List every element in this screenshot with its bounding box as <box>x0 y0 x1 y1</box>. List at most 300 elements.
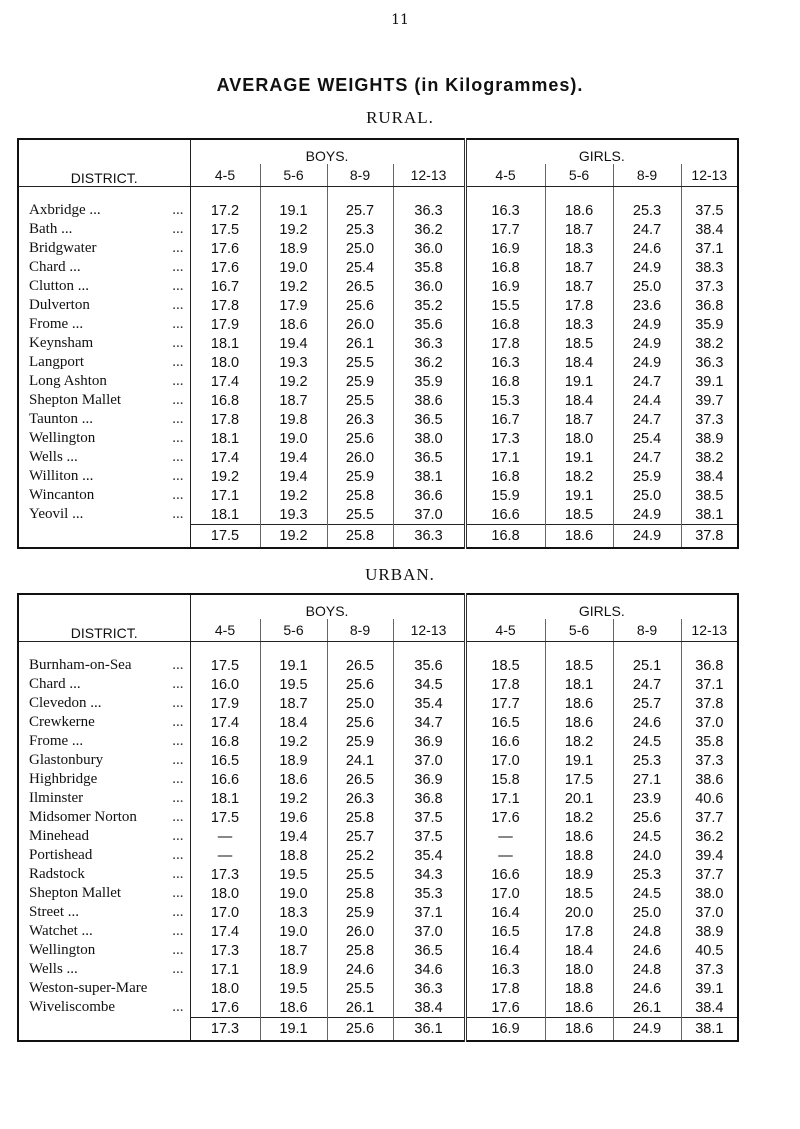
weight-value: 16.8 <box>465 372 545 391</box>
weight-value: 34.5 <box>393 675 465 694</box>
average-value: 16.8 <box>465 525 545 549</box>
table-row <box>18 922 738 941</box>
district-name: Clutton ... ... <box>18 277 190 296</box>
weight-value: 18.9 <box>260 751 327 770</box>
weight-value: 37.0 <box>393 922 465 941</box>
weight-value: 24.6 <box>327 960 393 979</box>
table-row <box>18 315 738 334</box>
weight-value: 37.3 <box>681 960 738 979</box>
weight-value: 19.6 <box>260 808 327 827</box>
average-value: 37.8 <box>681 525 738 549</box>
weight-value: 36.9 <box>393 770 465 789</box>
weight-value: 25.7 <box>327 201 393 220</box>
weight-value: 37.7 <box>681 865 738 884</box>
weight-value: 18.0 <box>545 960 613 979</box>
weight-value: 16.3 <box>465 353 545 372</box>
table-row <box>18 789 738 808</box>
weight-value: 25.6 <box>613 808 681 827</box>
weight-value: 19.4 <box>260 467 327 486</box>
weight-value: 38.4 <box>681 220 738 239</box>
weight-value: 25.9 <box>327 903 393 922</box>
weight-value: 19.0 <box>260 922 327 941</box>
weight-value: 24.9 <box>613 353 681 372</box>
weight-value: 17.9 <box>260 296 327 315</box>
weight-value: 18.7 <box>260 694 327 713</box>
district-name: Yeovil ... ... <box>18 505 190 525</box>
weight-value: 16.5 <box>465 713 545 732</box>
weight-value: 17.8 <box>210 411 240 428</box>
district-name: Highbridge ... <box>18 770 190 789</box>
weight-value: 17.1 <box>465 789 545 808</box>
weight-value: 25.9 <box>327 732 393 751</box>
weight-value: 38.1 <box>681 505 738 525</box>
weight-value: 16.0 <box>210 676 240 693</box>
table-row <box>18 296 738 315</box>
weight-value: 36.5 <box>393 448 465 467</box>
weight-value: 16.3 <box>465 201 545 220</box>
weight-value: 18.0 <box>210 980 240 997</box>
weight-value: 18.6 <box>545 201 613 220</box>
weight-value: 35.4 <box>393 694 465 713</box>
district-name: Crewkerne ... <box>18 713 190 732</box>
weight-value: 18.1 <box>545 675 613 694</box>
district-name: Clevedon ... ... <box>18 694 190 713</box>
weight-value: 19.1 <box>545 448 613 467</box>
weight-value: 35.6 <box>393 315 465 334</box>
table-row <box>18 277 738 296</box>
weight-value: 16.8 <box>465 258 545 277</box>
weight-value: 18.6 <box>545 998 613 1018</box>
weight-value: 16.6 <box>210 771 240 788</box>
weight-value: 24.7 <box>613 675 681 694</box>
weight-value: 25.5 <box>327 979 393 998</box>
age-column-header: 5-6 <box>260 619 327 642</box>
weight-value: 17.6 <box>465 808 545 827</box>
average-value: 17.5 <box>190 525 260 549</box>
district-name: Shepton Mallet ... <box>18 884 190 903</box>
table-row <box>18 467 738 486</box>
weight-value: 38.6 <box>681 770 738 789</box>
average-value: 16.9 <box>465 1018 545 1042</box>
weight-value: 25.0 <box>613 277 681 296</box>
age-column-header: 12-13 <box>393 619 465 642</box>
district-name: Shepton Mallet ... <box>18 391 190 410</box>
district-name: Dulverton ... <box>18 296 190 315</box>
rural-weights-table <box>17 138 739 549</box>
weight-value: 38.4 <box>681 467 738 486</box>
table-row <box>18 391 738 410</box>
average-value: 25.8 <box>327 525 393 549</box>
weight-value: 17.1 <box>210 487 240 504</box>
district-name: Wincanton ... <box>18 486 190 505</box>
weight-value: 25.6 <box>327 713 393 732</box>
age-column-header: 4-5 <box>465 164 545 187</box>
average-value: 19.2 <box>260 525 327 549</box>
weight-value: 25.4 <box>613 429 681 448</box>
weight-value: 26.5 <box>327 277 393 296</box>
weight-value: 26.1 <box>327 334 393 353</box>
district-name: Street ... ... <box>18 903 190 922</box>
weight-value: 16.9 <box>465 239 545 258</box>
weight-value: 38.4 <box>681 998 738 1018</box>
weight-value: 38.4 <box>393 998 465 1018</box>
age-column-header: 8-9 <box>613 164 681 187</box>
weight-value: 37.5 <box>393 827 465 846</box>
district-name: Portishead ... <box>18 846 190 865</box>
weight-value: 37.7 <box>681 808 738 827</box>
weight-value: 25.3 <box>613 751 681 770</box>
age-column-header: 5-6 <box>545 164 613 187</box>
age-column-header: 8-9 <box>327 164 393 187</box>
weight-value: 18.4 <box>545 391 613 410</box>
table-row <box>18 239 738 258</box>
weight-value: 18.1 <box>210 335 240 352</box>
weight-value: 25.8 <box>327 884 393 903</box>
weight-value: 36.8 <box>393 789 465 808</box>
weight-value: 19.4 <box>260 448 327 467</box>
weight-value: 24.6 <box>613 941 681 960</box>
weight-value: 18.2 <box>545 732 613 751</box>
weight-value: 25.8 <box>327 808 393 827</box>
weight-value: 19.1 <box>260 201 327 220</box>
weight-value: 25.6 <box>327 296 393 315</box>
weight-value: 25.0 <box>327 694 393 713</box>
weight-value: 24.7 <box>613 220 681 239</box>
weight-value: 38.5 <box>681 486 738 505</box>
district-name: Burnham-on-Sea ... <box>18 656 190 675</box>
weight-value: 16.8 <box>465 467 545 486</box>
age-column-header: 12-13 <box>681 619 738 642</box>
weight-value: 25.8 <box>327 941 393 960</box>
weight-value: 16.3 <box>465 960 545 979</box>
weight-value: 38.2 <box>681 334 738 353</box>
district-name: Chard ... ... <box>18 675 190 694</box>
weight-value: 24.9 <box>613 258 681 277</box>
weight-value: 18.6 <box>260 770 327 789</box>
weight-value: 36.8 <box>681 656 738 675</box>
age-column-header: 12-13 <box>681 164 738 187</box>
weight-value: 18.4 <box>545 941 613 960</box>
weight-value: 19.2 <box>260 372 327 391</box>
weight-value: — <box>465 846 545 865</box>
weight-value: — <box>465 827 545 846</box>
weight-value: 19.0 <box>260 884 327 903</box>
weight-value: 18.0 <box>210 885 240 902</box>
average-value: 18.6 <box>545 1018 613 1042</box>
average-value: 18.6 <box>545 525 613 549</box>
weight-value: 17.1 <box>210 961 240 978</box>
weight-value: 23.6 <box>613 296 681 315</box>
table-row <box>18 429 738 448</box>
weight-value: 35.6 <box>393 656 465 675</box>
table-row <box>18 220 738 239</box>
weight-value: 36.0 <box>393 239 465 258</box>
weight-value: 17.8 <box>210 297 240 314</box>
district-name: Minehead ... <box>18 827 190 846</box>
district-name: Wiveliscombe ... <box>18 998 190 1018</box>
weight-value: 18.3 <box>545 315 613 334</box>
table-row <box>18 505 738 525</box>
weight-value: 19.4 <box>260 334 327 353</box>
urban-weights-table <box>17 593 739 1042</box>
weight-value: 38.9 <box>681 429 738 448</box>
weight-value: 37.5 <box>681 201 738 220</box>
weight-value: 37.5 <box>393 808 465 827</box>
table-row <box>18 827 738 846</box>
weight-value: 17.5 <box>210 657 240 674</box>
weight-value: — <box>217 847 233 864</box>
average-value: 38.1 <box>681 1018 738 1042</box>
weight-value: 19.5 <box>260 675 327 694</box>
weight-value: 16.7 <box>465 410 545 429</box>
weight-value: 25.0 <box>327 239 393 258</box>
weight-value: 36.2 <box>393 220 465 239</box>
weight-value: 15.5 <box>465 296 545 315</box>
weight-value: 35.9 <box>681 315 738 334</box>
weight-value: 36.8 <box>681 296 738 315</box>
weight-value: 25.9 <box>327 467 393 486</box>
district-name: Wells ... ... <box>18 448 190 467</box>
weight-value: 25.5 <box>327 353 393 372</box>
weight-value: 18.0 <box>545 429 613 448</box>
weight-value: 19.2 <box>260 277 327 296</box>
district-name: Bath ... ... <box>18 220 190 239</box>
weight-value: 15.3 <box>465 391 545 410</box>
weight-value: 36.9 <box>393 732 465 751</box>
weight-value: 36.3 <box>393 201 465 220</box>
age-column-header: 8-9 <box>327 619 393 642</box>
weight-value: 38.2 <box>681 448 738 467</box>
weight-value: 24.0 <box>613 846 681 865</box>
weight-value: 25.1 <box>613 656 681 675</box>
average-value: 24.9 <box>613 525 681 549</box>
weight-value: 18.7 <box>260 941 327 960</box>
weight-value: 37.0 <box>393 751 465 770</box>
weight-value: 38.1 <box>393 467 465 486</box>
weight-value: 16.5 <box>465 922 545 941</box>
district-name: Radstock ... <box>18 865 190 884</box>
weight-value: 37.8 <box>681 694 738 713</box>
weight-value: 17.0 <box>465 751 545 770</box>
weight-value: 39.1 <box>681 372 738 391</box>
weight-value: 16.6 <box>465 505 545 525</box>
weight-value: 25.3 <box>613 201 681 220</box>
weight-value: 24.7 <box>613 372 681 391</box>
weight-value: 24.9 <box>613 315 681 334</box>
table-row <box>18 258 738 277</box>
weight-value: 37.3 <box>681 410 738 429</box>
district-name: Wells ... ... <box>18 960 190 979</box>
weight-value: 18.1 <box>210 790 240 807</box>
table-row <box>18 751 738 770</box>
weight-value: 17.4 <box>210 373 240 390</box>
district-column-header: DISTRICT. <box>18 139 190 187</box>
weight-value: 17.4 <box>210 923 240 940</box>
weight-value: 24.9 <box>613 505 681 525</box>
weight-value: 19.2 <box>260 732 327 751</box>
age-column-header: 5-6 <box>260 164 327 187</box>
weight-value: 18.4 <box>545 353 613 372</box>
district-name: Bridgwater ... <box>18 239 190 258</box>
district-name: Axbridge ... ... <box>18 201 190 220</box>
weight-value: 18.8 <box>545 846 613 865</box>
weight-value: 19.0 <box>260 258 327 277</box>
weight-value: 35.9 <box>393 372 465 391</box>
weight-value: 18.6 <box>260 315 327 334</box>
weight-value: 18.5 <box>465 656 545 675</box>
weight-value: 19.0 <box>260 429 327 448</box>
weight-value: 18.5 <box>545 884 613 903</box>
weight-value: 18.9 <box>545 865 613 884</box>
table-row <box>18 694 738 713</box>
weight-value: 17.3 <box>465 429 545 448</box>
weight-value: 38.3 <box>681 258 738 277</box>
weight-value: 18.7 <box>545 277 613 296</box>
weight-value: 18.9 <box>260 960 327 979</box>
weight-value: 25.3 <box>613 865 681 884</box>
weight-value: 18.6 <box>545 713 613 732</box>
weight-value: 19.1 <box>545 751 613 770</box>
weight-value: 17.4 <box>210 449 240 466</box>
weight-value: 18.7 <box>260 391 327 410</box>
weight-value: 17.6 <box>210 999 240 1016</box>
weight-value: 16.8 <box>210 733 240 750</box>
weight-value: 36.3 <box>393 334 465 353</box>
weight-value: 26.1 <box>613 998 681 1018</box>
weight-value: 19.8 <box>260 410 327 429</box>
weight-value: 19.1 <box>545 372 613 391</box>
weight-value: 40.6 <box>681 789 738 808</box>
age-column-header: 4-5 <box>190 164 260 187</box>
weight-value: 35.3 <box>393 884 465 903</box>
weight-value: 24.7 <box>613 448 681 467</box>
weight-value: 24.9 <box>613 334 681 353</box>
weight-value: 17.1 <box>465 448 545 467</box>
girls-group-header: GIRLS. <box>465 139 738 164</box>
average-row <box>18 525 738 549</box>
average-value: 36.1 <box>393 1018 465 1042</box>
weight-value: 17.9 <box>210 316 240 333</box>
weight-value: 36.0 <box>393 277 465 296</box>
weight-value: 18.1 <box>210 506 240 523</box>
district-name: Frome ... ... <box>18 315 190 334</box>
weight-value: 18.5 <box>545 334 613 353</box>
weight-value: 17.9 <box>210 695 240 712</box>
weight-value: 19.3 <box>260 353 327 372</box>
weight-value: 18.7 <box>545 220 613 239</box>
table-row <box>18 732 738 751</box>
weight-value: 24.5 <box>613 732 681 751</box>
weight-value: 18.2 <box>545 467 613 486</box>
weight-value: 34.7 <box>393 713 465 732</box>
age-column-header: 12-13 <box>393 164 465 187</box>
weight-value: 37.0 <box>681 903 738 922</box>
weight-value: 25.0 <box>613 903 681 922</box>
weight-value: 24.7 <box>613 410 681 429</box>
weight-value: 17.8 <box>465 675 545 694</box>
weight-value: 17.6 <box>210 259 240 276</box>
table-row <box>18 656 738 675</box>
weight-value: 36.5 <box>393 941 465 960</box>
urban-heading: URBAN. <box>365 565 435 584</box>
weight-value: 18.2 <box>545 808 613 827</box>
weight-value: 19.1 <box>545 486 613 505</box>
district-name: Glastonbury ... <box>18 751 190 770</box>
weight-value: 37.0 <box>681 713 738 732</box>
district-name: Long Ashton ... <box>18 372 190 391</box>
weight-value: 25.6 <box>327 675 393 694</box>
weight-value: 25.6 <box>327 429 393 448</box>
table-row <box>18 903 738 922</box>
weight-value: 17.6 <box>465 998 545 1018</box>
table-row <box>18 884 738 903</box>
weight-value: 36.2 <box>393 353 465 372</box>
table-row <box>18 713 738 732</box>
weight-value: 17.5 <box>210 221 240 238</box>
weight-value: 17.8 <box>465 334 545 353</box>
weight-value: 35.2 <box>393 296 465 315</box>
table-row <box>18 865 738 884</box>
weight-value: 36.6 <box>393 486 465 505</box>
weight-value: 17.3 <box>210 866 240 883</box>
weight-value: 16.6 <box>465 732 545 751</box>
age-column-header: 5-6 <box>545 619 613 642</box>
weight-value: 26.0 <box>327 448 393 467</box>
weight-value: 17.6 <box>210 240 240 257</box>
weight-value: 17.8 <box>545 922 613 941</box>
district-name: Weston-super-Mare <box>18 979 190 998</box>
table-row <box>18 998 738 1018</box>
weight-value: 20.0 <box>545 903 613 922</box>
weight-value: 35.8 <box>681 732 738 751</box>
weight-value: 18.3 <box>545 239 613 258</box>
weight-value: 18.6 <box>545 827 613 846</box>
weight-value: 36.5 <box>393 410 465 429</box>
age-column-header: 4-5 <box>190 619 260 642</box>
table-row <box>18 334 738 353</box>
table-row <box>18 372 738 391</box>
table-row <box>18 846 738 865</box>
weight-value: 25.7 <box>613 694 681 713</box>
weight-value: 37.1 <box>393 903 465 922</box>
weight-value: 18.3 <box>260 903 327 922</box>
table-row <box>18 201 738 220</box>
district-name: Ilminster ... <box>18 789 190 808</box>
weight-value: 38.6 <box>393 391 465 410</box>
weight-value: 24.5 <box>613 884 681 903</box>
weight-value: 25.2 <box>327 846 393 865</box>
weight-value: 26.0 <box>327 922 393 941</box>
weight-value: 37.1 <box>681 675 738 694</box>
weight-value: 25.3 <box>327 220 393 239</box>
district-name: Watchet ... ... <box>18 922 190 941</box>
table-row <box>18 448 738 467</box>
weight-value: 24.4 <box>613 391 681 410</box>
weight-value: 17.7 <box>465 694 545 713</box>
weight-value: 25.9 <box>613 467 681 486</box>
weight-value: 18.7 <box>545 410 613 429</box>
weight-value: 26.5 <box>327 656 393 675</box>
weight-value: 25.5 <box>327 505 393 525</box>
weight-value: 17.5 <box>545 770 613 789</box>
weight-value: 26.0 <box>327 315 393 334</box>
girls-group-header: GIRLS. <box>465 594 738 619</box>
weight-value: 36.3 <box>393 979 465 998</box>
weight-value: 39.7 <box>681 391 738 410</box>
weight-value: 27.1 <box>613 770 681 789</box>
weight-value: 26.3 <box>327 410 393 429</box>
weight-value: 16.4 <box>465 941 545 960</box>
